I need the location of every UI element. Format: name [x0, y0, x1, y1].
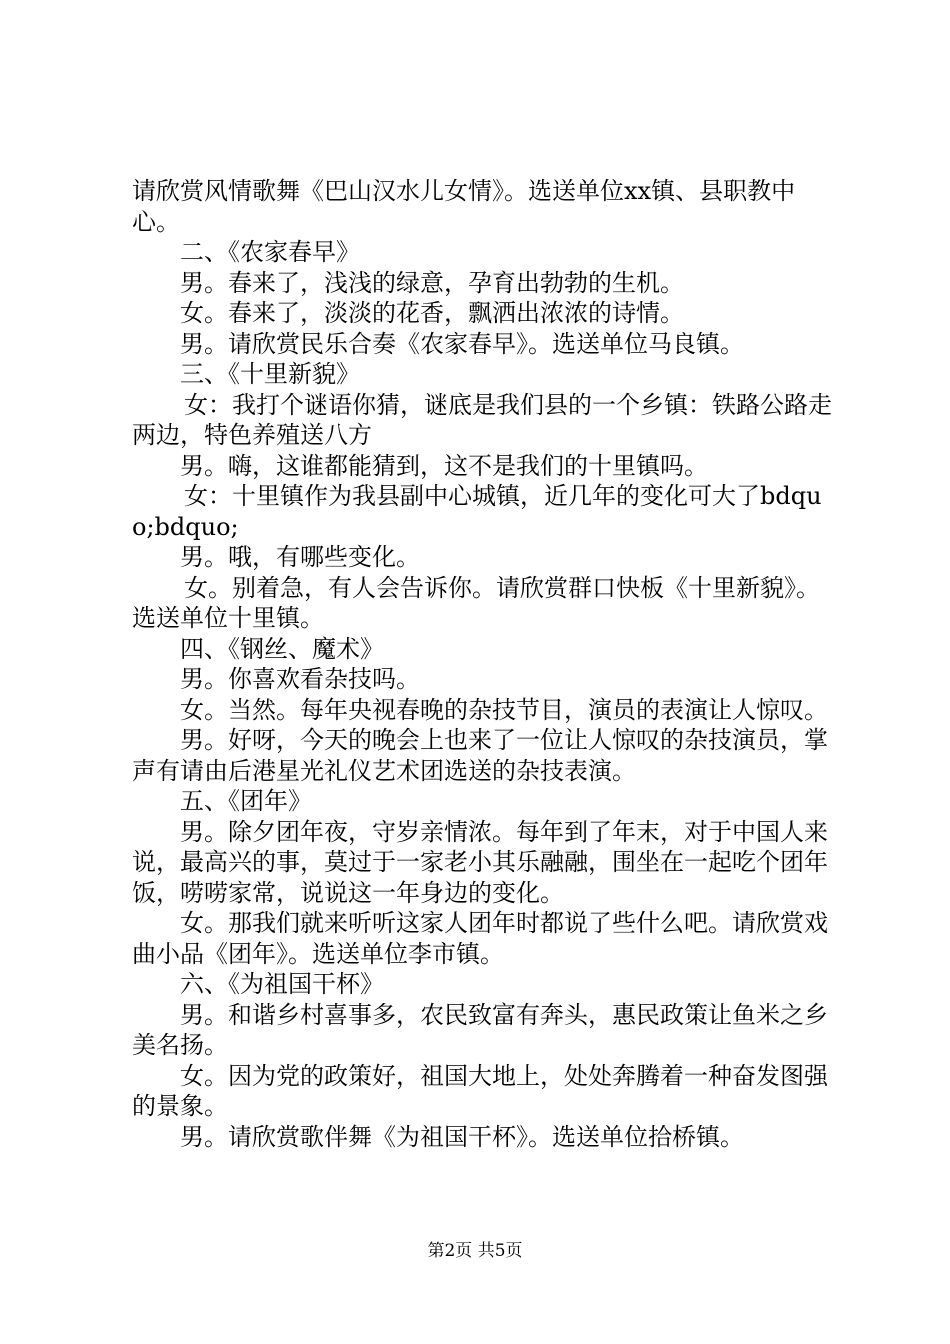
paragraph: 女。因为党的政策好，祖国大地上，处处奔腾着一种奋发图强的景象。: [132, 1061, 828, 1120]
paragraph: 女。春来了，淡淡的花香，飘洒出浓浓的诗情。: [180, 299, 684, 327]
section-heading: 二、《农家春早》: [180, 238, 360, 266]
paragraph: 男。嗨，这谁都能猜到，这不是我们的十里镇吗。: [180, 451, 708, 480]
paragraph: 女：我打个谜语你猜，谜底是我们县的一个乡镇：铁路公路走两边，特色养殖送八方: [132, 390, 832, 449]
paragraph: 男。请欣赏歌伴舞《为祖国干杯》。选送单位拾桥镇。: [180, 1122, 744, 1151]
paragraph: 女：十里镇作为我县副中心城镇，近几年的变化可大了bdquo;bdquo;: [132, 482, 822, 541]
section-heading: 五、《团年》: [180, 787, 312, 815]
paragraph: 女。当然。每年央视春晚的杂技节目，演员的表演让人惊叹。: [180, 695, 828, 724]
page-number-footer: 第2页 共5页: [427, 1241, 523, 1261]
paragraph: 男。春来了，浅浅的绿意，孕育出勃勃的生机。: [180, 268, 684, 297]
section-heading: 四、《钢丝、魔术》: [180, 634, 384, 663]
paragraph: 男。除夕团年夜，守岁亲情浓。每年到了年末，对于中国人来说，最高兴的事，莫过于一家老小其乐融融，围坐在一起吃个团年饭，唠唠家常，说说这一年身边的变化。: [132, 817, 828, 907]
section-heading: 六、《为祖国干杯》: [180, 970, 384, 998]
section-heading: 三、《十里新貌》: [180, 360, 360, 388]
paragraph: 女。别着急，有人会告诉你。请欣赏群口快板《十里新貌》。选送单位十里镇。: [132, 573, 820, 632]
paragraph: 男。好呀，今天的晚会上也来了一位让人惊叹的杂技演员，掌声有请由后港星光礼仪艺术团选送的杂技表演。: [132, 726, 828, 785]
paragraph: 男。请欣赏民乐合奏《农家春早》。选送单位马良镇。: [180, 329, 744, 358]
paragraph: 女。那我们就来听听这家人团年时都说了些什么吧。请欣赏戏曲小品《团年》。选送单位李市镇。: [132, 909, 828, 968]
paragraph: 请欣赏风情歌舞《巴山汉水儿女情》。选送单位xx镇、县职教中心。: [132, 177, 796, 236]
paragraph: 男。你喜欢看杂技吗。: [180, 665, 420, 693]
paragraph: 男。哦，有哪些变化。: [180, 543, 420, 571]
document-body: [132, 176, 832, 1152]
paragraph: 男。和谐乡村喜事多，农民致富有奔头，惠民政策让鱼米之乡美名扬。: [132, 1000, 828, 1059]
